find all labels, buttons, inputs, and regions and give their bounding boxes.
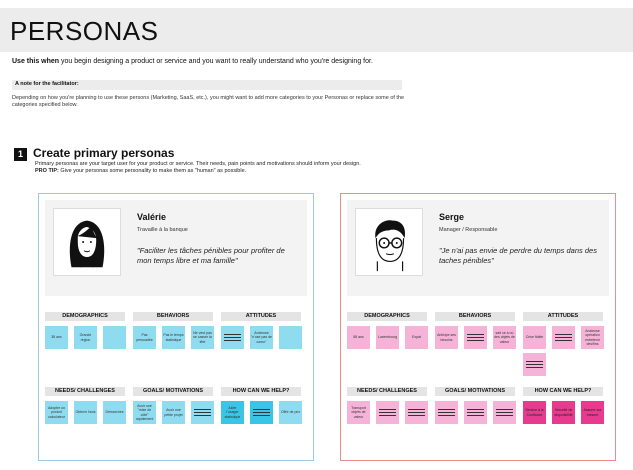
woman-portrait-icon [53, 208, 121, 276]
sticky-note[interactable]: Démarches [103, 401, 126, 424]
sticky-note[interactable]: Aider l'usager statistique [221, 401, 244, 424]
step-number-badge: 1 [14, 148, 27, 161]
persona-header [45, 200, 307, 296]
intro-rest: you begin designing a product or service and you want to really understand who you're designing for. [59, 58, 373, 65]
title-bar [0, 8, 633, 52]
persona-role: Manager / Responsable [439, 227, 498, 233]
persona-card-serge[interactable] [340, 193, 616, 461]
sticky-note-lines[interactable] [523, 353, 546, 376]
sticky-note[interactable]: Pas le temps statistique [162, 326, 185, 349]
category-behaviors: BEHAVIORS [435, 312, 515, 321]
sticky-note[interactable]: Sécurité de disponibilité [552, 401, 575, 424]
page-title: PERSONAS [10, 16, 159, 46]
sticky-note-lines[interactable] [191, 401, 214, 424]
sticky-note[interactable]: Assurer sur mesure [581, 401, 604, 424]
sticky-note[interactable]: Luxembourg [376, 326, 399, 349]
sticky-note[interactable]: Expat [405, 326, 428, 349]
sticky-note[interactable]: Grande région [74, 326, 97, 349]
category-demographics: DEMOGRAPHICS [347, 312, 427, 321]
sticky-note-lines[interactable] [405, 401, 428, 424]
category-attitudes: ATTITUDES [523, 312, 603, 321]
facilitator-note-header [12, 80, 402, 90]
sticky-note[interactable]: Avoir une petite projet [162, 401, 185, 424]
category-behaviors: BEHAVIORS [133, 312, 213, 321]
sticky-note[interactable]: Service à la Confiance [523, 401, 546, 424]
man-with-glasses-portrait-icon [355, 208, 423, 276]
intro-text [12, 58, 373, 65]
sticky-note-lines[interactable] [435, 401, 458, 424]
sticky-note-lines[interactable] [552, 326, 575, 349]
persona-quote: "Je n'ai pas envie de perdre du temps dans des taches pénibles" [439, 246, 597, 265]
sticky-note-lines[interactable] [464, 401, 487, 424]
category-goals: GOALS/ MOTIVATIONS [435, 387, 515, 396]
sticky-note-lines[interactable] [376, 401, 399, 424]
persona-quote: "Faciliter les tâches pénibles pour profiter de mon temps libre et ma famille" [137, 246, 285, 265]
sticky-note-lines[interactable] [493, 401, 516, 424]
sticky-note[interactable]: Anxieuse opération entretenir des/fins [581, 326, 604, 349]
sticky-note[interactable]: Pas persuadée [133, 326, 156, 349]
sticky-note[interactable] [103, 326, 126, 349]
sticky-note-lines[interactable] [250, 401, 273, 424]
facilitator-note-title: A note for the facilitator: [15, 81, 79, 87]
persona-name: Serge [439, 212, 465, 222]
sticky-note[interactable]: Anxieuse "n'ose pas de coeur" [250, 326, 273, 349]
step-description [35, 161, 361, 175]
sticky-note-lines[interactable] [221, 326, 244, 349]
persona-role: Travaille à la banque [137, 227, 188, 233]
category-needs: NEEDS/ CHALLENGES [45, 387, 125, 396]
step-title: Create primary personas [33, 146, 175, 160]
category-needs: NEEDS/ CHALLENGES [347, 387, 427, 396]
intro-bold: Use this when [12, 58, 60, 65]
sticky-note[interactable] [279, 326, 302, 349]
facilitator-note-text: Depending on how you're planning to use these persons (Marketing, SaaS, etc.), you might want to add more categories to your Personas or replace some of the categories specified below. [12, 95, 405, 108]
category-attitudes: ATTITUDES [221, 312, 301, 321]
sticky-note[interactable]: 58 ans [347, 326, 370, 349]
sticky-note[interactable]: 38 ans [45, 326, 68, 349]
sticky-note-lines[interactable] [464, 326, 487, 349]
sticky-note[interactable]: Offrir de prix [279, 401, 302, 424]
step-desc-text: Primary personas are your target user for your product or service. Their needs, pain points and motivations should inform your design. [35, 161, 361, 167]
sticky-note[interactable]: Ne veut pas se casser la tête [191, 326, 214, 349]
sticky-note[interactable]: Obtenir l'avis [74, 401, 97, 424]
category-goals: GOALS/ MOTIVATIONS [133, 387, 213, 396]
pro-tip-label: PRO TIP: [35, 168, 59, 174]
persona-name: Valérie [137, 212, 167, 222]
sticky-note[interactable]: Adopter un produit calculateur [45, 401, 68, 424]
persona-header [347, 200, 609, 296]
pro-tip-text: Give your personas some personality to make them as "human" as possible. [58, 168, 247, 174]
category-help: HOW CAN WE HELP? [221, 387, 301, 396]
persona-card-valerie[interactable] [38, 193, 314, 461]
category-demographics: DEMOGRAPHICS [45, 312, 125, 321]
sticky-note[interactable]: Crise fidèle [523, 326, 546, 349]
category-help: HOW CAN WE HELP? [523, 387, 603, 396]
sticky-note[interactable]: Avoir une "mise de côté" rapidement [133, 401, 156, 424]
sticky-note[interactable]: Transport objets de valeur [347, 401, 370, 424]
sticky-note[interactable]: sait ce à où des objets de valeur [493, 326, 516, 349]
sticky-note[interactable]: Anticipe ses besoins [435, 326, 458, 349]
